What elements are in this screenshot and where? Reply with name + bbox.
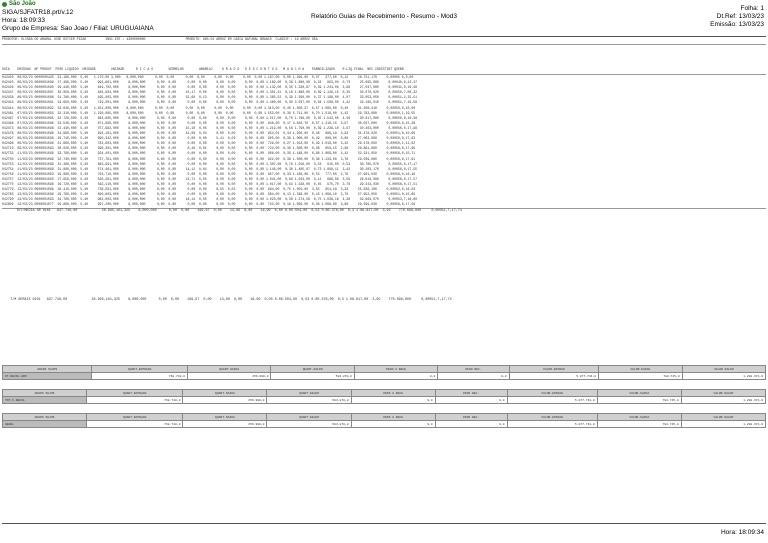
table-row: 042790 13/03/23 0000001093 34.780,000 5,40 982,003,000 8,000,000 0,00 0,00 18,14 0,05 0,00 0,00 0,00 0,00 1.023,00 0,36 1.374,59 0,75 1.039,18 4,38 32.964,070 0,00053,7,18,60	[2, 197, 418, 202]
table-row: 042444 06/03/23 0000001092 33.640,000 5,40 1.451,000,000 8,000,000 0,00 0,00 0,00 0,00 0,00 0,00 0,00 0,00 1.313,00 0,40 1.500,37 0,57 1.085,00 0,40 31.206,410 0,00050,0,10,00	[2, 105, 416, 110]
company-label: Grupo de Empresa: Sao Joao / Filial: URUGUAIANA	[2, 25, 154, 32]
summary-value-cell: 1.298.371,0	[682, 373, 766, 380]
table-row: 042785 13/03/23 0000001096 29.780,000 5,40 890,803,000 8,000,000 0,00 0,00 0,00 0,00 0,00 0,00 0,00 0,00 964,00 0,13 1.338,00 0,43 1.096,10 3,70 27.952,050 0,00051,0,15,69	[2, 192, 416, 197]
summary-header-cell: VALOR-ENTRAD	[507, 390, 597, 397]
summary-header-cell: VALOR-SAIDA	[597, 390, 681, 397]
summary-value-cell: 1.298.371,0	[681, 397, 765, 404]
summary-value-cell: 1.298.371,0	[681, 421, 765, 428]
summary-value-cell: 0,0	[351, 397, 435, 404]
table-row: 042461 07/03/23 0000001093 32.310,000 5,40 1.220,085,000 8,000,000 0,00 0,00 0,00 0,00 0,00 0,00 0,00 0,00 1.553,00 0,38 5.711,00 0,70 1.518,00 4,43 29.783,080 0,00050,1,19,55	[2, 110, 416, 115]
summary-header-cell: PESO REC.	[435, 390, 507, 397]
producer-line: PRODUTOR: OLINDA DO AMARAL JOSE DUTIER PIZAO INSC.EST.: 4300000000 PRODUTO: 900-01 ARROZ EM CASCA NATURAL BRANCO CLASSIF.: 19 ARROZ SEA	[2, 37, 318, 41]
table-row: 042467 07/03/23 0000001095 32.720,000 5,40 684,605,000 8,000,000 0,00 0,00 0,00 0,00 0,00 0,00 0,00 0,00 1.217,00 0,70 1.788,00 0,35 1.543,00 4,49 30.617,090 0,00050,6,16,38	[2, 115, 418, 120]
table-row: 042425 06/03/23 0000001089 27.480,000 5,40 994,661,000 8,000,000 0,00 0,00 0,00 0,00 0,00 0,00 0,00 0,00 1.169,00 0,38 1.680,00 0,34 963,00 0,73 25.695,080 0,00040,0,13,47	[2, 80, 418, 85]
table-row: 042468 07/03/23 0000001096 33.540,000 5,40 671,990,000 8,000,000 0,00 0,00 0,00 0,00 0,00 0,00 0,00 0,00 946,00 0,17 4.610,78 0,57 1.218,15 3,97 30.037,000 0,00050,6,15,38	[2, 120, 416, 125]
summary-header-cell: VALOR-SALDO	[682, 366, 766, 373]
summary-value-cell: 788.745,0	[597, 421, 681, 428]
summary-header-cell: VALOR-SAIDA	[599, 366, 682, 373]
summary-value-cell: 5.077.734,0	[507, 397, 597, 404]
summary-table	[2, 413, 766, 428]
summary-value-cell: 583.870,0	[267, 397, 351, 404]
table-row: 042779 13/03/23 0000001089 28.410,000 5,40 738,501,000 8,000,000 0,00 0,00 0,00 0,00 8,55 0,03 0,00 0,00 994,00 0,75 1.001,00 3,55 954,18 3,33 25.636,100 0,00052,0,16,03	[2, 187, 416, 192]
emission-date: Emissão: 13/03/23	[710, 21, 764, 28]
table-row: 042733 11/03/23 0000001089 33.790,000 5,40 934,401,000 8,000,000 0,00 0,00 0,00 0,00 0,00 0,00 0,00 0,00 906,00 0,39 1.448,00 0,68 1.069,00 4,42 32.221,050 0,00056,0,15,71	[2, 151, 416, 156]
summary-header-cell: PESO REC.	[438, 366, 509, 373]
ref-date: Dt.Ref: 13/03/23	[716, 13, 764, 20]
summary-header-cell: QUANT.ENTRADA	[87, 390, 183, 397]
summary-value-cell: 583.870,0	[267, 421, 351, 428]
summary-header-cell: VALOR-ENTRAD	[507, 414, 597, 421]
table-row: 042770 13/03/23 0000001096 29.720,000 5,40 563,110,000 8,000,000 0,00 0,00 0,00 0,00 0,00 0,00 0,00 0,00 1.017,00 0,63 1.328,00 0,45 975,70 3,76 29.243,030 0,00056,0,17,51	[2, 181, 418, 186]
page-number: Folha: 1	[740, 5, 764, 12]
column-headers: GUIA EMISSAO NF PRODUT PESO LIQUIDO UMIDADE UNIDADE R I C A O VERMELHO AMARELO G R A O S D E S C O N T O S M A N C H A PARBOILIZADO R.LIQ.FINAL NEC.INDISTINT QUEBR	[2, 67, 404, 71]
summary-row-label: TOT.F.RECOL	[3, 397, 87, 404]
table-row: 042478 08/03/23 0000001096 31.960,000 5,40 494,101,000 8,000,000 0,00 0,00 42,08 0,04 0,00 0,00 0,00 0,00 954,01 0,34 1.930,00 0,48 986,19 3,93 31.478,020 0,00051,0,15,69	[2, 131, 416, 136]
summary-header-cell: QUANT.ENTRADA	[92, 366, 188, 373]
summary-value-cell: 768.740,0	[87, 421, 183, 428]
table-row: 042757 12/03/23 0000001093 27.950,000 5,40 530,261,000 8,000,000 0,00 0,00 13,71 0,05 0,00 0,00 0,00 0,00 1.041,00 0,69 1.033,00 3,12 986,09 3,59 26.819,080 0,00056,0,17,57	[2, 176, 418, 181]
summary-header-cell: QUANT.SALDO	[267, 390, 351, 397]
table-row: 042437 06/03/23 0000001087 30.050,000 5,40 464,904,000 8,000,000 0,00 0,00 15,17 0,00 0,00 0,00 0,00 0,00 1.301,01 0,18 1.880,00 0,39 1.149,15 0,35 30.070,020 0,00050,7,00,32	[2, 90, 418, 95]
report-title: Relatório Guias de Recebimento - Resumo - Mod3	[311, 13, 457, 20]
summary-row-label: FT.RECOL.GRS	[3, 373, 92, 380]
summary-header-cell: QUANT.SAIDA	[183, 390, 267, 397]
summary-value-cell: 0,0	[438, 373, 509, 380]
summary-value-cell: 0,0	[435, 421, 507, 428]
summary-header-cell: VALOR-SALDO	[681, 390, 765, 397]
summary-value-cell: 256.990,0	[183, 397, 267, 404]
summary-table	[2, 389, 766, 404]
logo-mark-icon	[2, 2, 7, 7]
summary-header-cell: PESO A RECE	[351, 414, 435, 421]
company-logo	[2, 1, 36, 7]
table-row: 042498 08/03/23 0000001096 31.660,000 5,40 782,903,000 8,000,000 0,00 0,00 0,00 0,00 0,00 0,00 0,00 0,00 729,00 0,27 1.012,00 0,39 1.019,00 3,42 29.478,050 0,00050,1,11,02	[2, 141, 416, 146]
summary-value-cell: 0,0	[354, 373, 437, 380]
summary-value-cell: 583.870,0	[271, 373, 354, 380]
summary-header-cell: GRAOS SUJOS	[3, 414, 87, 421]
summary-value-cell: 0,0	[351, 421, 435, 428]
summary-value-cell: 788.745,0	[597, 397, 681, 404]
table-row: 042750 11/03/23 0000001089 32.740,000 5,40 737,781,000 8,000,000 0,00 0,00 0,00 0,00 0,00 0,00 0,00 0,00 922,00 0,38 1.500,00 0,38 1.133,00 3,76 29.039,080 0,00050,0,17,61	[2, 156, 416, 161]
table-row: 042473 08/03/23 0000001096 31.440,000 5,40 757,982,000 8,000,000 0,00 0,00 15,10 0,05 0,00 0,00 0,00 0,00 1.219,00 0,58 1.790,00 0,39 1.238,10 3,97 30.403,000 0,00050,0,17,98	[2, 125, 418, 130]
summary-header-cell: QUANT.SALDO	[267, 414, 351, 421]
summary-header-cell: GRAOS SUJOS	[3, 390, 87, 397]
footer-divider	[2, 523, 766, 524]
summary-value-cell: 768.740,0	[92, 373, 188, 380]
table-row: 042426 06/03/23 0000001090 29.440,000 5,40 649,702,000 8,000,000 0,00 0,00 0,00 0,00 0,00 0,00 0,00 0,00 1.132,00 0,35 1.330,87 0,39 1.244,06 3,98 27.037,080 0,00031,0,19,48	[2, 85, 418, 90]
summary-header-cell: PESO REC.	[435, 414, 507, 421]
program-id: SIGA/SJFATR18.prt/v.12	[2, 9, 74, 16]
data-rows	[2, 75, 417, 207]
summary-header-cell: QUANT.SALDO	[271, 366, 354, 373]
summary-header-cell: VALOR-ENTRAD	[509, 366, 598, 373]
table-row: 042809 13/03/23 0000001077 29.860,000 5,40 997,200,000 8,000,000 0,00 0,00 0,00 0,00 0,00 0,00 0,00 0,00 743,00 0,19 1.050,00 0,38 1.068,00 3,88 29.599,030 0,00056,0,17,58	[2, 202, 416, 207]
summary-value-cell: 256.990,0	[183, 421, 267, 428]
summary-value-cell: 788.745,0	[599, 373, 682, 380]
summary-table	[2, 365, 766, 380]
grand-total-line: T/M GERAIS 0101 837.740,00 28.995,101,325 8,000,000 0,00 0,00 169,67 0,00 13,90 0,00 16,90 0,00 8.00.504,00 0,53 0.80.378,00 0,3 1.08.817,00 3,95 770.099,000 0,00051,7,17,74	[2, 298, 452, 302]
summary-value-cell: 0,0	[435, 397, 507, 404]
summary-value-cell: 5.077.734,0	[509, 373, 598, 380]
table-row: 042420 06/03/23 0000000425 31.180,000 5,40 1.170,00 3,000 8,000,000 0,00 0,00 0,00 0,00 0,00 0,00 0,00 0,00 1.197,00 0,00 1.490,00 0,37 377,00 0,12 28.721,170 0,00005 0,0,00	[2, 75, 414, 79]
summary-value-cell: 5.077.734,0	[507, 421, 597, 428]
footer-hour: Hora: 18:09:34	[720, 529, 764, 536]
summary-row-label: GERAL	[3, 421, 87, 428]
table-row: 042754 11/03/23 0000001089 31.880,000 5,40 574,481,000 8,000,000 0,00 0,00 14,12 0,04 0,00 0,00 0,00 0,00 1.148,00 0,36 1.405,07 0,73 1.098,11 3,42 30.203,170 0,00056,0,17,55	[2, 166, 418, 171]
brand-name: São João	[9, 1, 36, 7]
summary-header-cell: VALOR-SALDO	[681, 414, 765, 421]
summary-header-cell: PESO A RECE	[351, 390, 435, 397]
summary-header-cell: QUANT.ENTRADA	[87, 414, 183, 421]
summary-header-cell: QUANT.SAIDA	[187, 366, 270, 373]
table-row: 042438 06/03/23 0000001088 31.780,000 5,40 495,403,000 8,000,000 0,00 0,00 52,60 0,13 0,00 0,00 0,00 0,00 1.385,52 0,39 1.390,00 0,37 1.198,00 4,07 33.053,050 0,00051,2,32,51	[2, 95, 418, 100]
summary-value-cell: 768.740,0	[87, 397, 183, 404]
summary-header-cell: PESO A RECE	[354, 366, 437, 373]
table-row: 042443 06/03/23 0000001091 34.650,000 5,40 749,301,000 8,000,000 0,00 0,00 0,00 0,00 0,00 0,00 0,00 0,00 1.460,00 0,30 3.037,00 0,58 1.508,00 4,42 32.185,010 0,00051,7,19,58	[2, 100, 418, 105]
table-row: 042497 08/03/23 0000001098 29.740,000 5,40 690,342,000 8,000,000 0,00 0,00 0,00 0,00 5,41 0,03 0,00 0,00 905,00 0,38 1.000,00 0,49 906,00 0,68 27.063,080 0,00050,0,17,63	[2, 136, 416, 141]
table-row: 042753 11/03/23 0000001089 31.480,000 5,40 663,991,000 8,000,000 0,00 0,00 0,00 0,00 0,00 0,00 0,00 0,00 1.307,00 0,78 1.016,00 3,53 915,00 0,53 30.765,070 0,00055,0,17,17	[2, 161, 418, 166]
table-row: 042756 11/03/23 0000001093 29.080,000 5,40 763,710,000 8,000,000 0,00 0,00 0,00 0,00 0,00 0,00 0,00 0,00 957,00 0,33 1.180,08 0,53 777,00 2,76 27.901,030 0,00056,0,16,49	[2, 171, 416, 176]
subtotal-line: TOT/MEDIA GR 0101 837.740,00 28.995,101,325 8,000,000 0,00 0,00 169,67 0,00 13,96 0,00 16,90 0,00 8.00.504,00 0,53 0.80.378,00 0,3 1.08.817,00 3,95 770.099,000 0,00051,7,17,74	[2, 209, 462, 213]
summary-value-cell: 256.990,0	[187, 373, 270, 380]
table-row: 042723 09/03/23 0000001093 30.020,000 5,40 396,301,000 8,000,000 0,00 0,00 8,49 0,01 0,00 0,00 0,00 0,00 722,00 0,38 1.500,00 0,38 858,15 2,98 28.891,060 0,00056,0,17,69	[2, 146, 416, 151]
hour-label: Hora: 18:09:33	[2, 17, 46, 24]
summary-header-cell: GRAOS SUJOS	[3, 366, 92, 373]
summary-header-cell: VALOR-SAIDA	[597, 414, 681, 421]
summary-header-cell: QUANT.SAIDA	[183, 414, 267, 421]
producer-divider	[2, 44, 766, 45]
